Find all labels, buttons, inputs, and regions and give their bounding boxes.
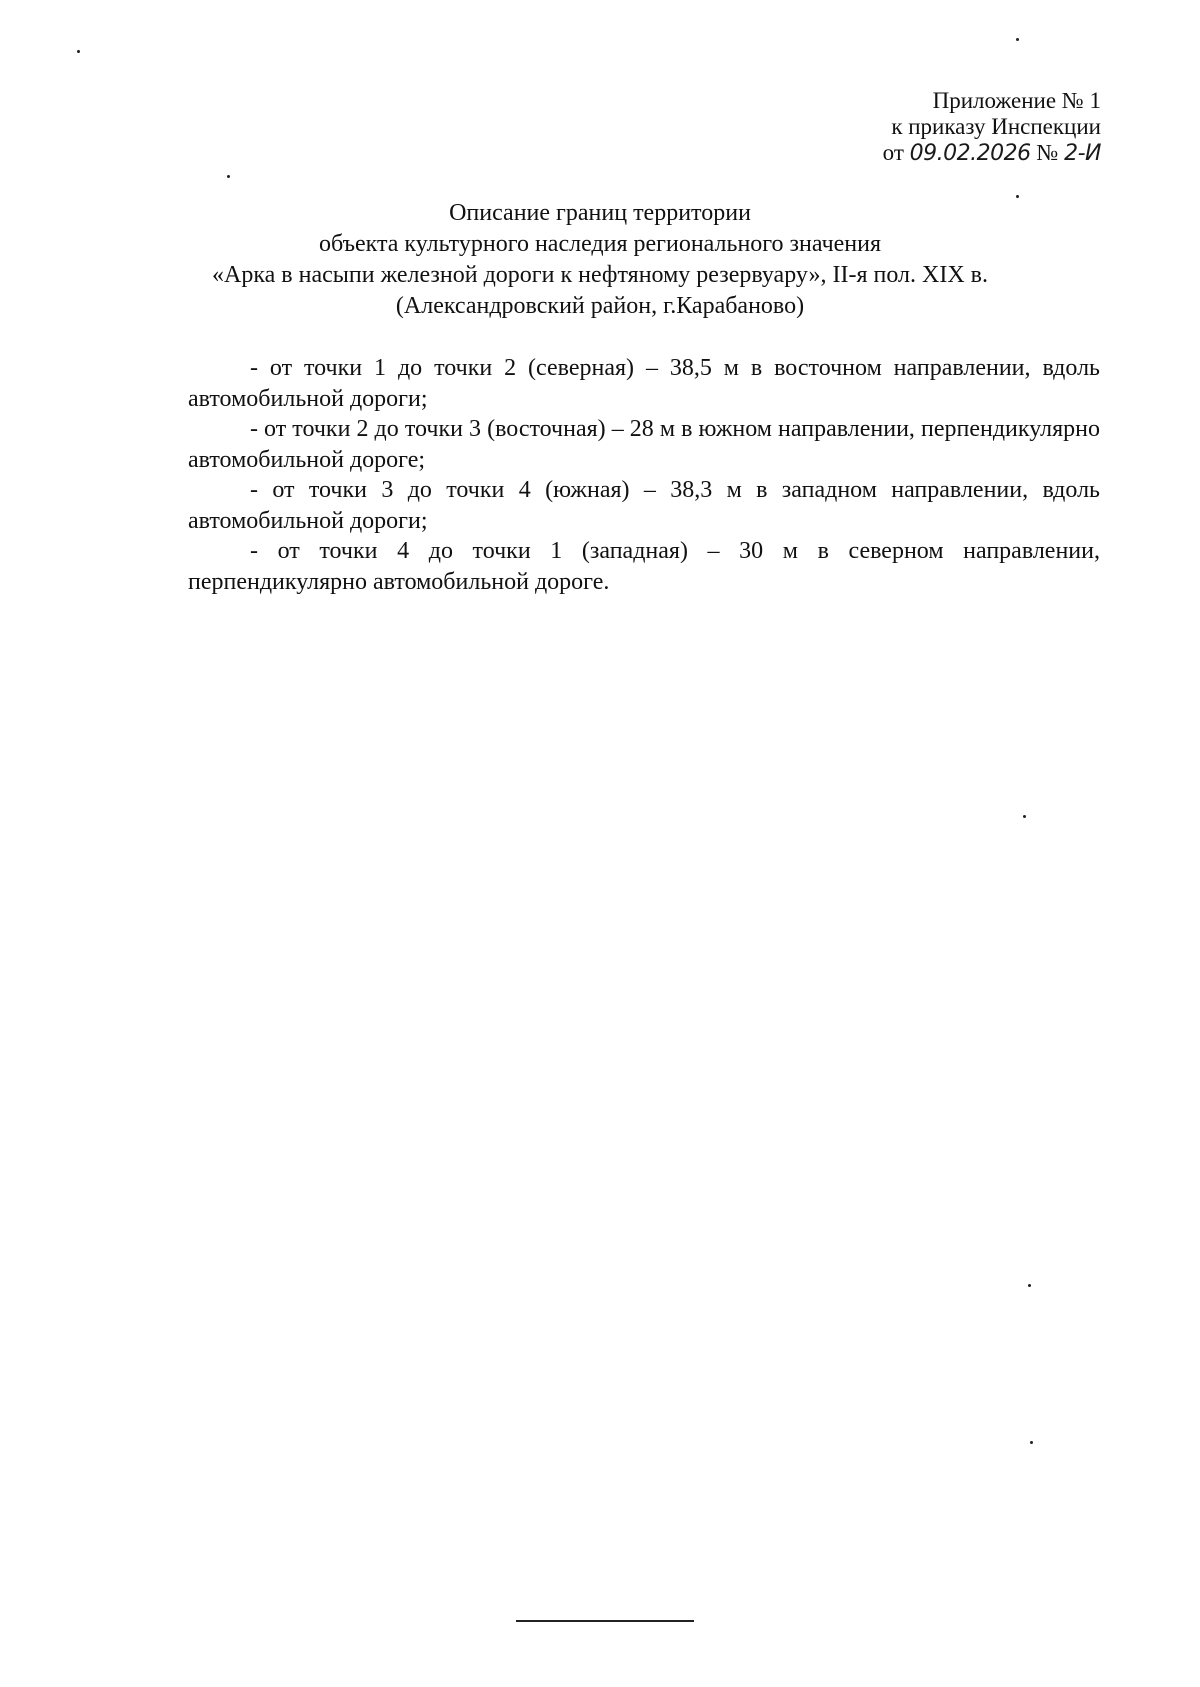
date-prefix: от xyxy=(882,140,904,165)
number-sign: № xyxy=(1036,140,1059,165)
appendix-date-line xyxy=(883,140,1101,167)
scan-speck xyxy=(1028,1284,1031,1287)
scan-speck xyxy=(77,50,80,53)
boundary-paragraph: - от точки 2 до точки 3 (восточная) – 28 м в южном направлении, перпендикулярно автомобильной дороге; xyxy=(188,416,1100,473)
boundary-paragraph: - от точки 4 до точки 1 (западная) – 30 м в северном направлении, перпендикулярно автомобильной дороге. xyxy=(188,538,1100,595)
scan-speck xyxy=(1016,38,1019,41)
handwritten-number: 2-И xyxy=(1064,141,1101,166)
document-title xyxy=(150,198,1050,322)
scan-speck xyxy=(1023,815,1026,818)
boundary-paragraph: - от точки 1 до точки 2 (северная) – 38,5 м в восточном направлении, вдоль автомобильной дороги; xyxy=(188,355,1100,412)
title-line-2: объекта культурного наследия регионального значения xyxy=(318,231,882,257)
scan-speck xyxy=(1030,1441,1033,1444)
appendix-title: Приложение № 1 xyxy=(932,88,1101,113)
handwritten-date: 09.02.2026 xyxy=(909,141,1031,166)
appendix-order-ref: к приказу Инспекции xyxy=(891,114,1101,139)
scan-speck xyxy=(227,175,230,178)
boundary-description xyxy=(188,353,1100,597)
title-line-4: (Александровский район, г.Карабаново) xyxy=(395,293,805,319)
boundary-paragraph: - от точки 3 до точки 4 (южная) – 38,3 м в западном направлении, вдоль автомобильной дороги; xyxy=(188,477,1100,534)
appendix-header xyxy=(883,88,1101,167)
title-line-3: «Арка в насыпи железной дороги к нефтяному резервуару», II-я пол. XIX в. xyxy=(212,262,988,288)
title-line-1: Описание границ территории xyxy=(449,200,751,226)
closing-rule xyxy=(516,1620,694,1622)
